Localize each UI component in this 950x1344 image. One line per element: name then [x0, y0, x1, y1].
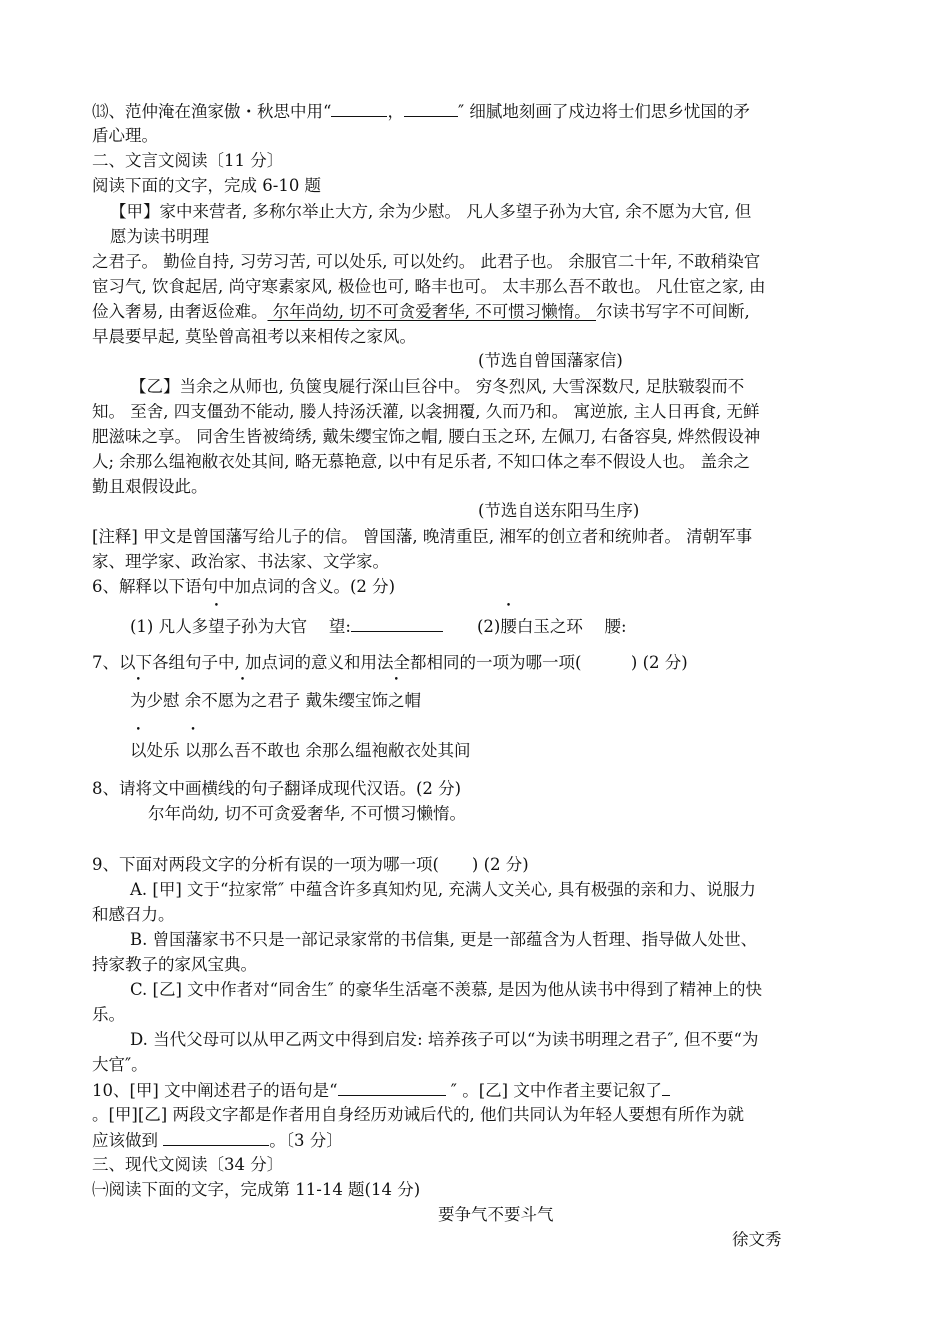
article-author: 徐文秀 [732, 1230, 782, 1249]
article-title: 要争气不要斗气 [438, 1205, 554, 1224]
yi-line5: 勤且艰假设此。 [92, 477, 208, 496]
yi-line1: 【乙】当余之从师也, 负箧曳屣行深山巨谷中。 穷冬烈风, 大雪深数尺, 足肤皲裂而不 [130, 377, 745, 396]
q13-line1: ⒀、范仲淹在渔家傲・秋思中用“ ， ″ 细腻地刻画了戍边将士们思乡忧国的矛 [92, 102, 750, 121]
jia-line5: 俭入奢易, 由奢返俭难。 尔年尚幼, 切不可贪爱奢华, 不可惯习懒惰。 尔读书写字不可间断, [92, 302, 750, 321]
note-line2: 家、理学家、政治家、书法家、文学家。 [92, 552, 389, 571]
q9-stem: 9、下面对两段文字的分析有误的一项为哪一项( ) (2 分) [92, 855, 529, 874]
q13-blank-1[interactable] [331, 100, 387, 117]
q6-stem: 6、解释以下语句中加点词的含义。(2 分) [92, 577, 396, 596]
yi-line2: 知。 至舍, 四支僵劲不能动, 媵人持汤沃灌, 以衾拥覆, 久而乃和。 寓逆旅, 主人日再食, 无鲜 [92, 402, 760, 421]
q10-line2: 。[甲][乙] 两段文字都是作者用自身经历劝诫后代的, 他们共同认为年轻人要想有所作为就 [92, 1105, 744, 1124]
q6-dotted-word-2: 腰 [500, 617, 517, 636]
jia-line2: 愿为读书明理 [110, 227, 209, 246]
section2-heading: 二、文言文阅读〔11 分〕 [92, 151, 284, 170]
note-line1: [注释] 甲文是曾国藩写给儿子的信。 曾国藩, 晚清重臣, 湘军的创立者和统帅者。 清朝军事 [92, 527, 753, 546]
section2-instruction: 阅读下面的文字，完成 6-10 题 [92, 176, 322, 195]
q9-option-c: C. [乙] 文中作者对“同舍生″ 的豪华生活毫不羡慕, 是因为他从读书中得到了精神上的快 [130, 980, 762, 999]
q10-blank-1[interactable] [338, 1079, 446, 1096]
yi-line3: 肥滋味之享。 同舍生皆被绮绣, 戴朱缨宝饰之帽, 腰白玉之环, 左佩刀, 右备容臭, 烨然假设神 [92, 427, 761, 446]
jia-line6: 早晨要早起, 莫坠曾高祖考以来相传之家风。 [92, 327, 416, 346]
q7-group-2: 以处乐 以那么吾不敢也 余那么缊袍敝衣处其间 [130, 741, 471, 760]
q13-blank-2[interactable] [404, 100, 458, 117]
q8-sentence: 尔年尚幼, 切不可贪爱奢华, 不可惯习懒惰。 [148, 804, 466, 823]
q9-option-a: A. [甲] 文于“拉家常″ 中蕴含许多真知灼见, 充满人文关心, 具有极强的亲和力、说服力 [130, 880, 756, 899]
q10-line3: 应该做到 。〔3 分〕 [92, 1131, 343, 1150]
jia-line1: 【甲】家中来营者, 多称尔举止大方, 余为少慰。 凡人多望子孙为大官, 余不愿为大官, 但 [110, 202, 752, 221]
q6-blank-1[interactable] [351, 615, 443, 632]
q8-stem: 8、请将文中画横线的句子翻译成现代汉语。(2 分) [92, 779, 462, 798]
underlined-sentence: 尔年尚幼, 切不可贪爱奢华, 不可惯习懒惰。 [267, 302, 596, 321]
jia-source: (节选自曾国藩家信) [478, 351, 623, 370]
yi-source: (节选自送东阳马生序) [478, 501, 640, 520]
jia-line4: 宦习气, 饮食起居, 尚守寒素家风, 极俭也可, 略丰也可。 太丰那么吾不敢也。 凡仕宦之家, 由 [92, 277, 766, 296]
q13-line2: 盾心理。 [92, 126, 158, 145]
q7-stem: 7、以下各组句子中, 加点词的意义和用法全都相同的一项为哪一项( ) (2 分) [92, 653, 688, 672]
yi-line4: 人; 余那么缊袍敝衣处其间, 略无慕艳意, 以中有足乐者, 不知口体之奉不假设人也。 盖余之 [92, 452, 751, 471]
section3-instruction: ㈠阅读下面的文字，完成第 11-14 题(14 分) [92, 1180, 421, 1199]
jia-line3: 之君子。 勤俭自持, 习劳习苦, 可以处乐, 可以处约。 此君子也。 余服官二十年, 不敢稍染官 [92, 252, 761, 271]
q6-dotted-word-1: 望 [208, 617, 225, 636]
q9-option-d: D. 当代父母可以从甲乙两文中得到启发: 培养孩子可以“为读书明理之君子″, 但不要“为 [130, 1030, 759, 1049]
q7-group-1: 为少慰 余不愿为之君子 戴朱缨宝饰之帽 [130, 691, 421, 710]
q10-blank-2[interactable] [662, 1079, 670, 1096]
q9-option-b: B. 曾国藩家书不只是一部记录家常的书信集, 更是一部蕴含为人哲理、指导做人处世、 [130, 930, 758, 949]
section3-heading: 三、现代文阅读〔34 分〕 [92, 1155, 284, 1174]
q10-line1: 10、[甲] 文中阐述君子的语句是“ ″ 。[乙] 文中作者主要记叙了 [92, 1079, 670, 1102]
q6-items: (1) 凡人多望子孙为大官 望: (2)腰白玉之环 腰: [130, 617, 627, 636]
q10-blank-3[interactable] [163, 1129, 269, 1146]
